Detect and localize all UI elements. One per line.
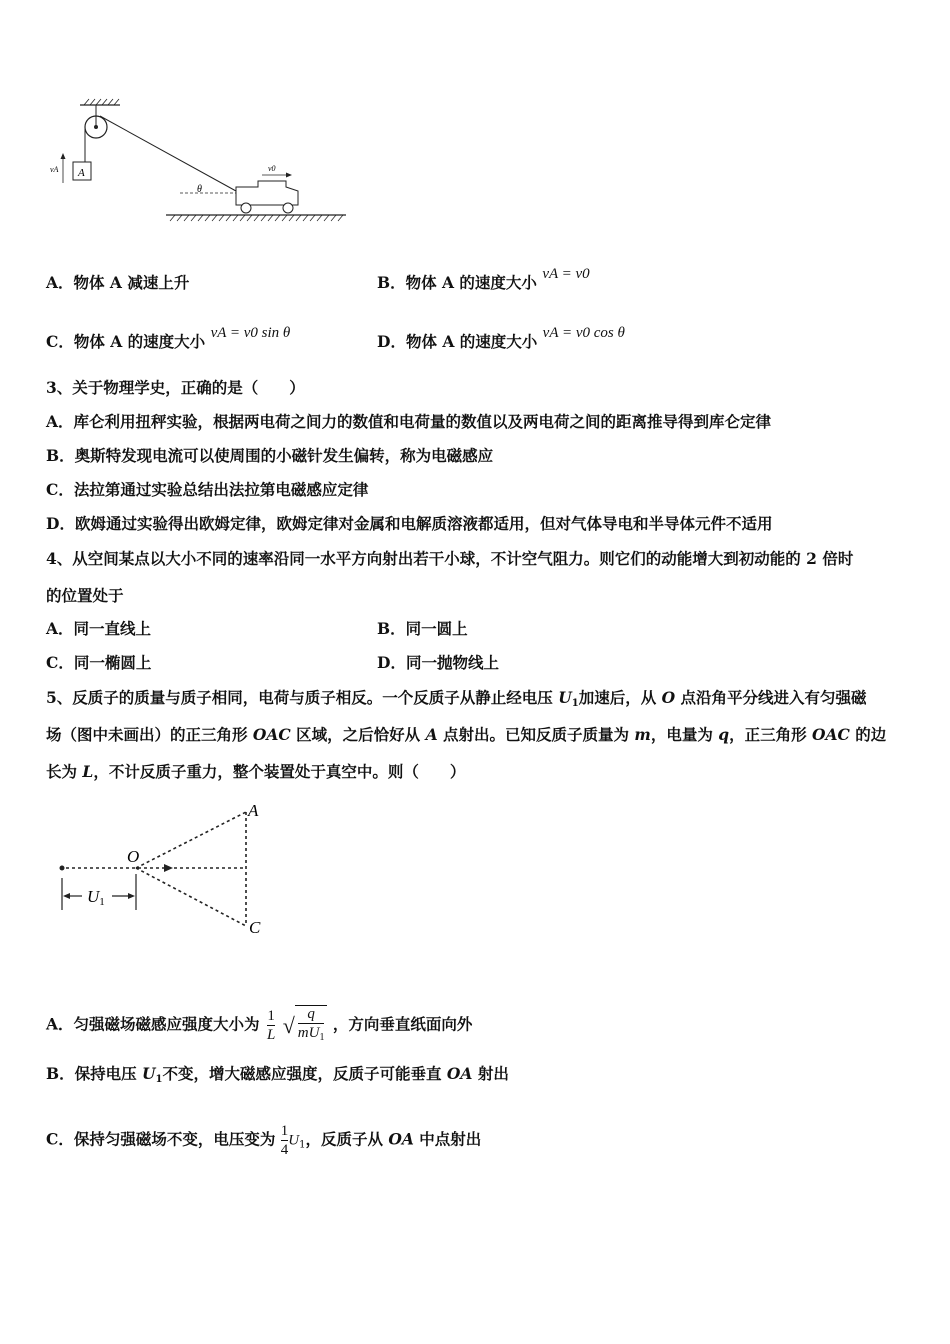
q4-stem-line1: 4、从空间某点以大小不同的速率沿同一水平方向射出若干小球，不计空气阻力。则它们的动能增大到初动能的 2 倍时: [46, 549, 854, 568]
q2-option-c: [46, 325, 291, 353]
triangle-oac-figure: [50, 800, 280, 945]
q3-option-b: B．奥斯特发现电流可以使周围的小磁针发生偏转，称为电磁感应: [46, 446, 494, 465]
pulley-car-figure: [40, 95, 360, 225]
block-a-label: A: [78, 167, 85, 179]
theta-label: θ: [197, 184, 202, 195]
q3-option-a: A．库仑利用扭秤实验，根据两电荷之间力的数值和电荷量的数值以及两电荷之间的距离推导得到库仑定律: [46, 412, 772, 431]
fig-label-u1: U1: [87, 887, 105, 908]
q5-option-a: A．匀强磁场磁感应强度大小为 $\frac{1}{L}$ √ $\frac{q}{mU_1}$ ，方向垂直纸面向外: [46, 1005, 472, 1046]
q5-stem-line3: 长为 L，不计反质子重力，整个装置处于真空中。则（ ）: [46, 762, 466, 781]
q2-option-a: A．物体 A 减速上升: [46, 273, 190, 292]
q3-stem: 3、关于物理学史，正确的是（ ）: [46, 378, 305, 397]
q2-option-b: [377, 266, 590, 294]
fig-label-o: O: [127, 847, 140, 866]
q2-option-c-formula: vA = v0 sin θ: [210, 325, 291, 341]
q3-option-c: C．法拉第通过实验总结出法拉第电磁感应定律: [46, 480, 369, 499]
va-label: vA: [50, 165, 59, 174]
q4-option-c: C．同一椭圆上: [46, 653, 152, 672]
q5-option-a-fraction: $\frac{1}{L}$: [266, 1008, 276, 1043]
fig-label-a: A: [248, 801, 259, 820]
q5-option-c: C．保持匀强磁场不变，电压变为 $\frac{1}{4}$ $U_1$，反质子从 OA 中点射出: [46, 1123, 482, 1158]
q4-stem-line2: 的位置处于: [46, 586, 124, 605]
q2-option-c-text: C．物体 A 的速度大小: [46, 332, 206, 351]
q4-option-b: B．同一圆上: [377, 619, 468, 638]
v0-label: v0: [268, 164, 276, 173]
fig-label-c: C: [249, 918, 261, 937]
q4-option-a: A．同一直线上: [46, 619, 152, 638]
q4-option-d: D．同一抛物线上: [377, 653, 499, 672]
q5-stem-line1: 5、反质子的质量与质子相同，电荷与质子相反。一个反质子从静止经电压 $U_1$加速后，从 O 点沿角平分线进入有匀强磁: [46, 688, 867, 709]
q5-option-a-sqrt: $\frac{q}{mU_1}$: [295, 1005, 328, 1046]
q2-option-b-formula: vA = v0: [542, 266, 590, 282]
q2-option-d: [377, 325, 625, 353]
q5-option-b: B．保持电压 $U_1$不变，增大磁感应强度，反质子可能垂直 OA 射出: [46, 1064, 509, 1085]
q3-option-d: D．欧姆通过实验得出欧姆定律，欧姆定律对金属和电解质溶液都适用，但对气体导电和半导体元件不适用: [46, 514, 773, 533]
q5-stem-line2: 场（图中未画出）的正三角形 OAC 区域，之后恰好从 A 点射出。已知反质子质量为 m，电量为 q，正三角形 OAC 的边: [46, 725, 887, 744]
q2-option-d-text: D．物体 A 的速度大小: [377, 332, 538, 351]
q2-option-d-formula: vA = v0 cos θ: [542, 325, 625, 341]
q2-option-b-text: B．物体 A 的速度大小: [377, 273, 537, 292]
car: [236, 181, 298, 213]
q5-option-c-fraction: $\frac{1}{4}$: [280, 1123, 289, 1158]
